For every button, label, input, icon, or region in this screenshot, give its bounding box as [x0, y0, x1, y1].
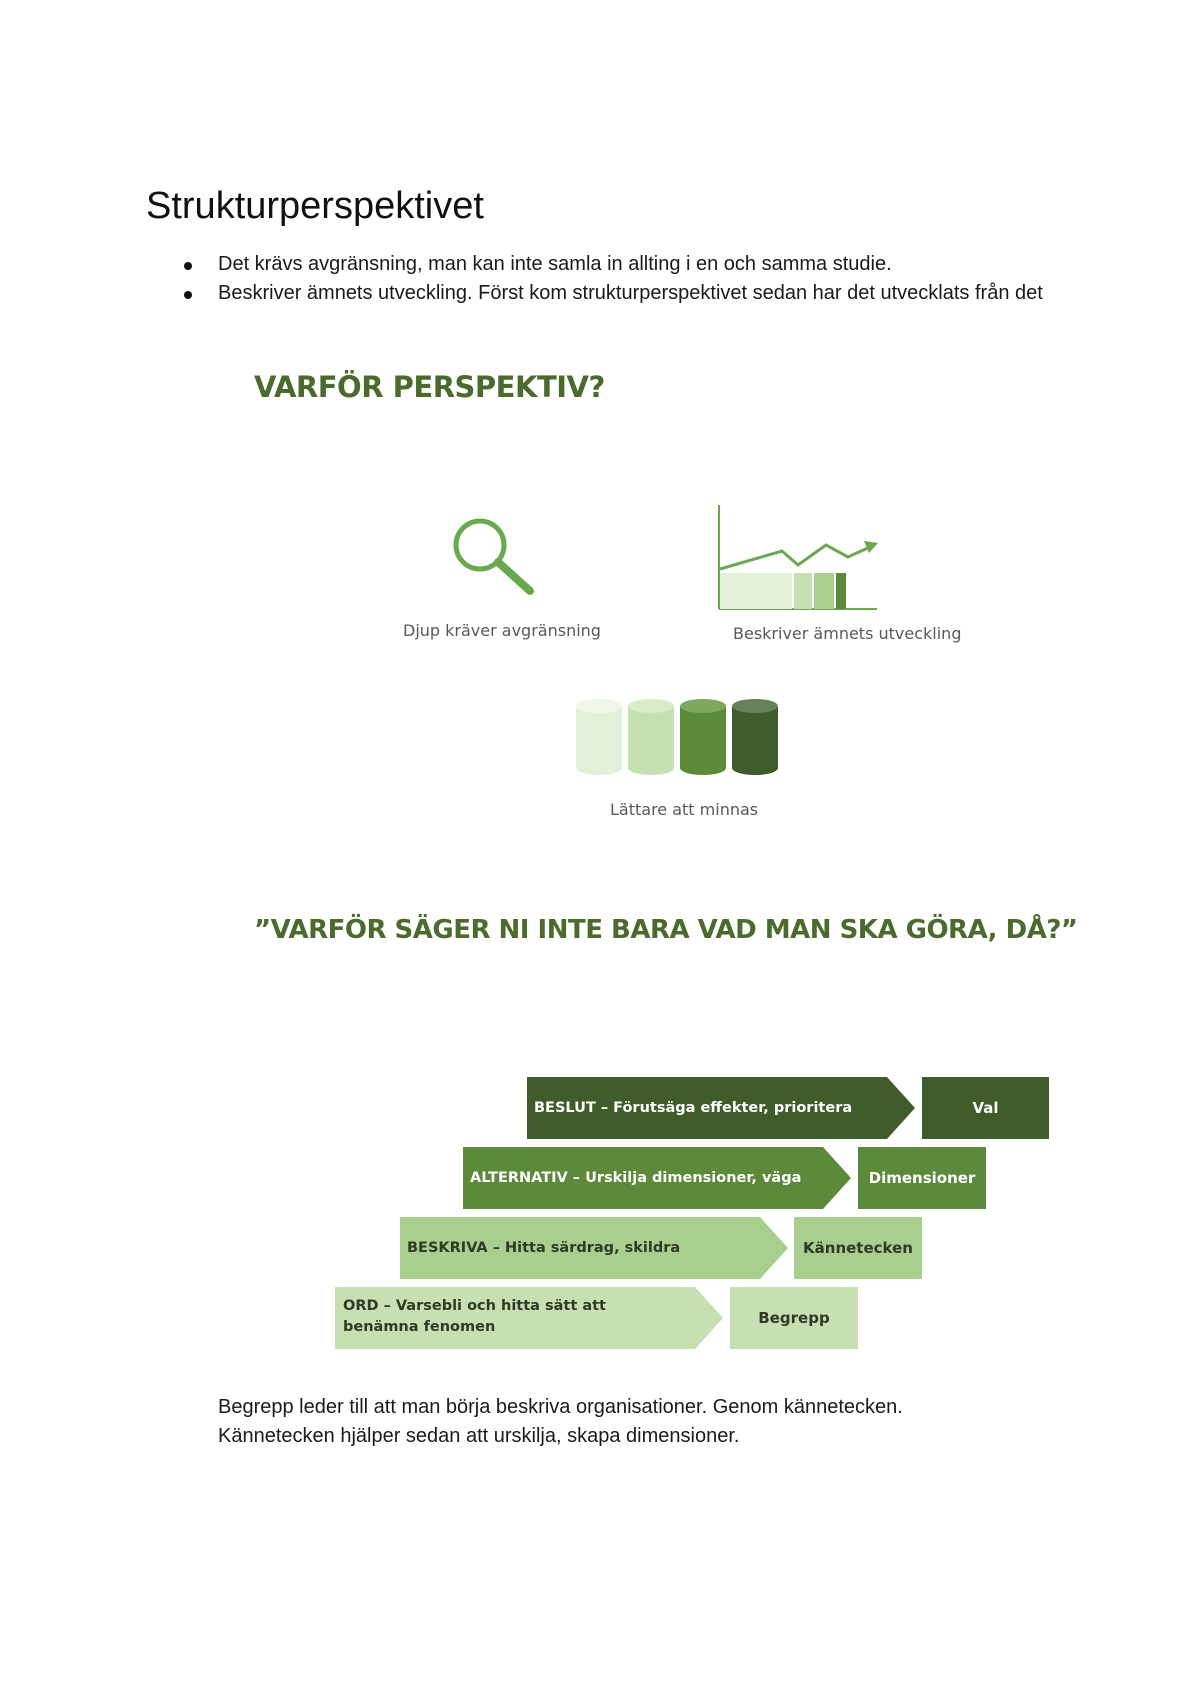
magnifier-icon — [448, 515, 548, 595]
caption-djup: Djup kräver avgränsning — [403, 621, 601, 640]
step-label-beslut: BESLUT – Förutsäga effekter, prioritera — [534, 1100, 853, 1116]
page-title: Strukturperspektivet — [146, 185, 484, 227]
result-box-kannetecken: Kännetecken — [794, 1217, 922, 1279]
result-box-dimensioner: Dimensioner — [858, 1147, 986, 1209]
step-label-ord: ORD – Varsebli och hitta sätt att benämna fenomen — [343, 1298, 606, 1335]
caption-utveckling: Beskriver ämnets utveckling — [733, 624, 962, 643]
caption-minnas: Lättare att minnas — [610, 800, 759, 819]
paragraph-line: Begrepp leder till att man börja beskriva organisationer. Genom kännetecken. — [218, 1396, 903, 1418]
paragraph-line: Kännetecken hjälper sedan att urskilja, skapa dimensioner. — [218, 1425, 740, 1447]
step-label-alternativ: ALTERNATIV – Urskilja dimensioner, väga — [470, 1170, 802, 1186]
bullet-icon — [184, 291, 192, 299]
slide-title: VARFÖR PERSPEKTIV? — [254, 370, 605, 404]
result-box-begrepp: Begrepp — [730, 1287, 858, 1349]
bullet-item: Beskriver ämnets utveckling. Först kom strukturperspektivet sedan har det utvecklats från det — [174, 279, 1074, 308]
body-paragraph — [218, 1393, 1098, 1451]
bullet-icon — [184, 262, 192, 270]
bullet-list — [174, 250, 1074, 308]
step-label-beskriva: BESKRIVA – Hitta särdrag, skildra — [407, 1240, 681, 1256]
trend-chart-icon — [712, 505, 882, 615]
cylinders-icon — [574, 698, 784, 778]
slide-title: ”VARFÖR SÄGER NI INTE BARA VAD MAN SKA GÖRA, DÅ?” — [254, 915, 1078, 945]
result-box-val: Val — [922, 1077, 1049, 1139]
bullet-item: Det krävs avgränsning, man kan inte samla in allting i en och samma studie. — [174, 250, 1074, 279]
